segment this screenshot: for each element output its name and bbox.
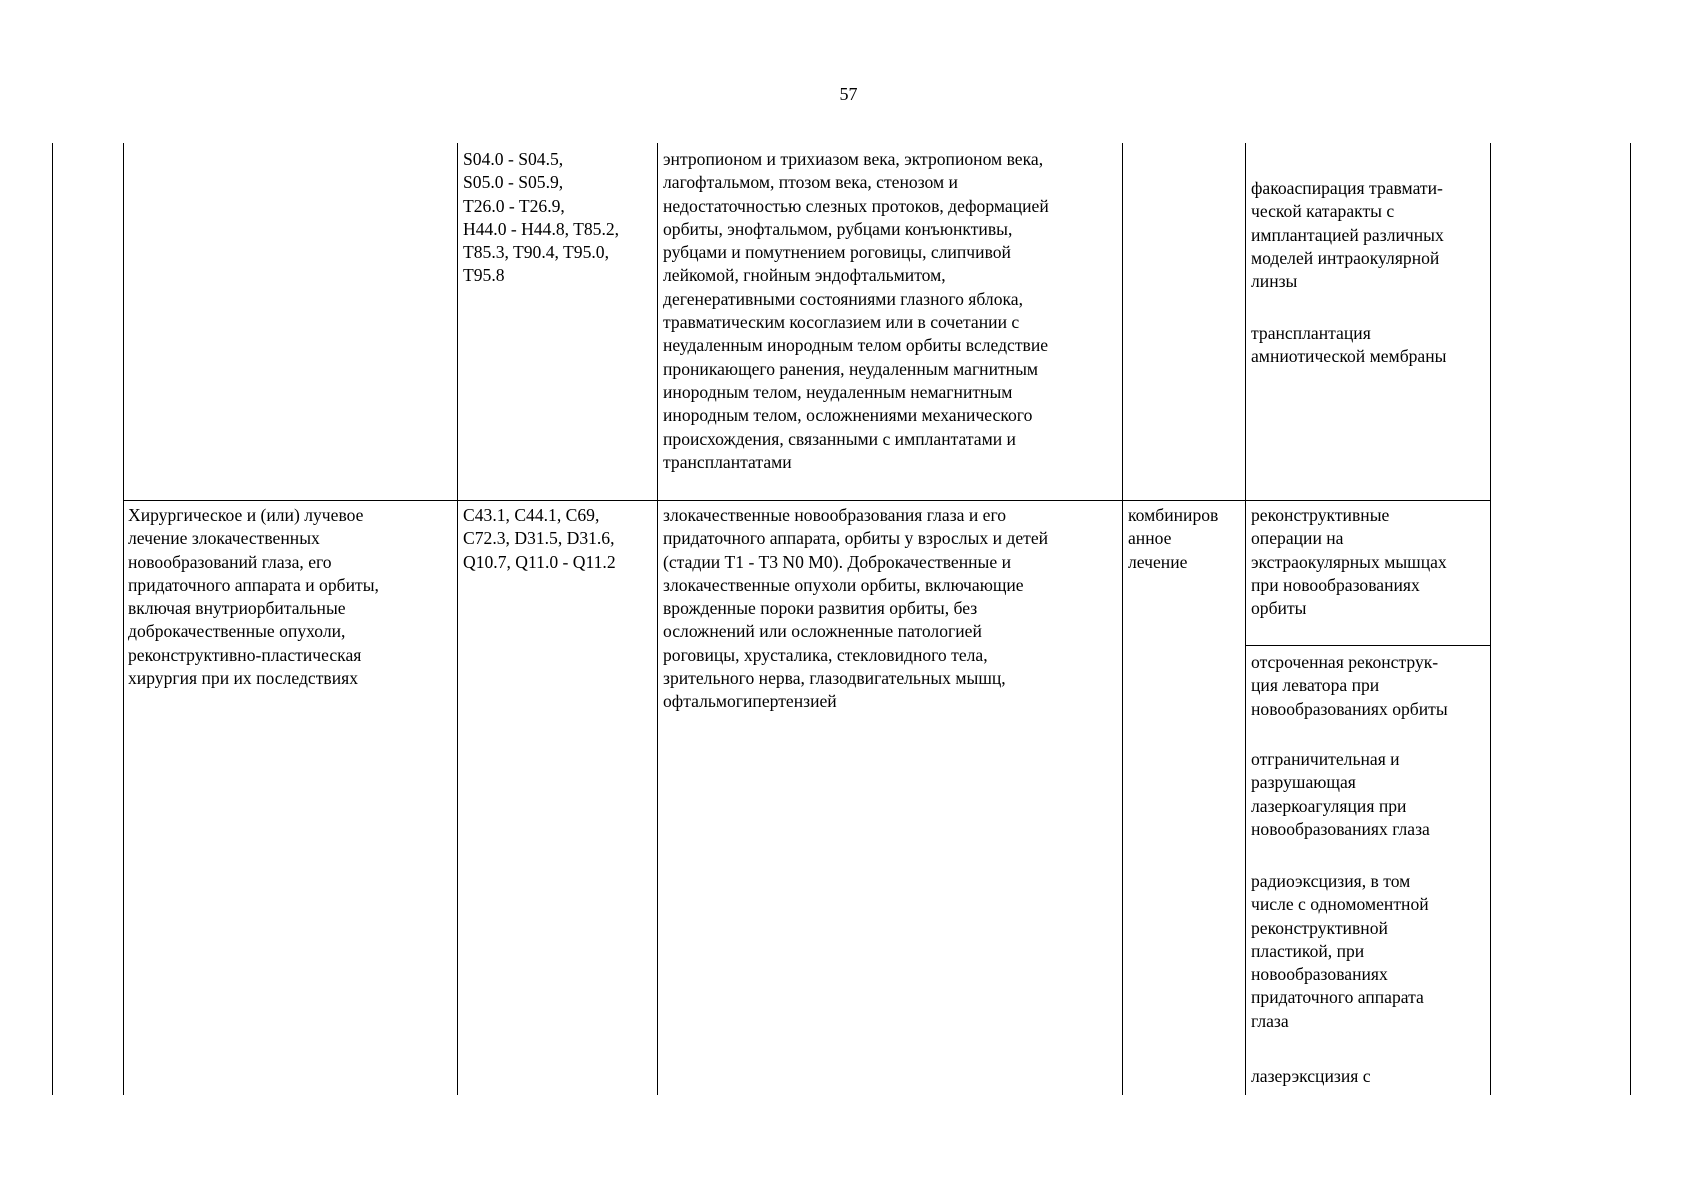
row2-method-2: отсроченная реконструк- ция леватора при новообразованиях орбиты xyxy=(1251,652,1448,719)
column-divider-3 xyxy=(657,143,658,1095)
row1-method-1: факоаспирация травмати- ческой катаракты с имплантацией различных моделей интраокулярной линзы xyxy=(1251,178,1444,292)
column-divider-6 xyxy=(1490,143,1491,1095)
row2-name: Хирургическое и (или) лучевое лечение злокачественных новообразований глаза, его придаточного аппарата и орбиты, включая внутриорбитальные доброкачественные опухоли, реконструктивно-пластическая хирургия при их последствиях xyxy=(128,505,379,689)
row1-patient-model: энтропионом и трихиазом века, эктропионом века, лагофтальмом, птозом века, стенозом и недостаточностью слезных протоков, деформацией орбиты, энофтальмом, рубцами конъюнктивы, рубцами и помутнением роговицы, слипчивой лейкомой, гнойным эндофтальмитом, дегенеративными состояниями глазного яблока, травматическим косоглазием или в сочетании с неудаленным инородным телом орбиты вследствие проникающего ранения, неудаленным магнитным инородным телом, неудаленным немагнитным инородным телом, осложнениями механического происхождения, связанными с имплантатами и трансплантатами xyxy=(663,149,1049,472)
row1-codes: S04.0 - S04.5, S05.0 - S05.9, T26.0 - T26.9, H44.0 - H44.8, T85.2, T85.3, T90.4, T95.0, T95.8 xyxy=(463,149,620,286)
table-border-right xyxy=(1630,143,1631,1095)
row2-method-5: лазерэксцизия с xyxy=(1251,1066,1371,1086)
row2-codes: C43.1, C44.1, C69, C72.3, D31.5, D31.6, Q10.7, Q11.0 - Q11.2 xyxy=(463,505,616,572)
row2-method-3: отграничительная и разрушающая лазеркоагуляция при новообразованиях глаза xyxy=(1251,749,1430,839)
column-divider-4 xyxy=(1122,143,1123,1095)
row2-method-4: радиоэксцизия, в том числе с одномоментной реконструктивной пластикой, при новообразованиях придаточного аппарата глаза xyxy=(1251,871,1429,1031)
row2-method-1: реконструктивные операции на экстраокулярных мышцах при новообразованиях орбиты xyxy=(1251,505,1447,619)
row2-patient-model: злокачественные новообразования глаза и его придаточного аппарата, орбиты у взрослых и детей (стадии T1 - T3 N0 M0). Доброкачественные и злокачественные опухоли орбиты, включающие врожденные пороки развития орбиты, без осложнений или осложненные патологией роговицы, хрусталика, стекловидного тела, зрительного нерва, глазодвигательных мышц, офтальмогипертензией xyxy=(663,505,1049,712)
row-divider xyxy=(123,500,1491,501)
method-divider xyxy=(1245,645,1491,646)
row1-method-2: трансплантация амниотической мембраны xyxy=(1251,323,1447,367)
column-divider-1 xyxy=(123,143,124,1095)
page-number: 57 xyxy=(839,84,858,104)
row2-treatment-type: комбиниров анное лечение xyxy=(1128,505,1219,572)
table-border-left xyxy=(52,143,53,1095)
column-divider-2 xyxy=(457,143,458,1095)
column-divider-5 xyxy=(1245,143,1246,1095)
